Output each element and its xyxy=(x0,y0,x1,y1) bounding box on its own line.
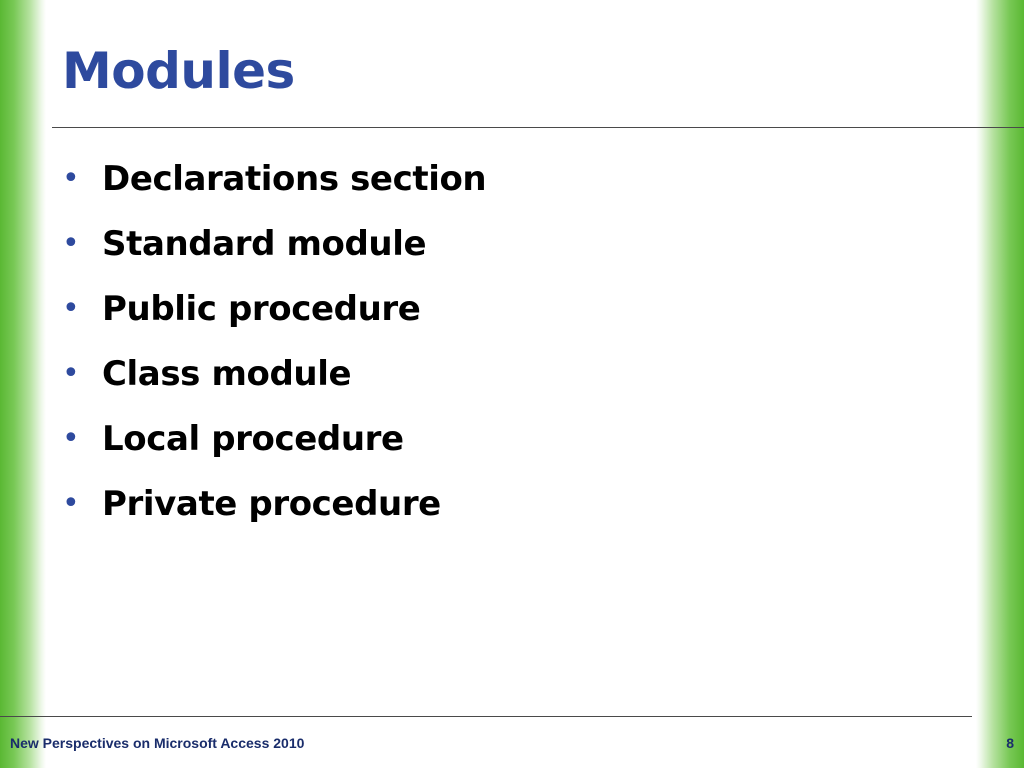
bullet-item-class-module xyxy=(60,341,486,406)
page-number: 8 xyxy=(1006,735,1014,751)
bullet-text: Standard module xyxy=(102,223,427,264)
slide-title: Modules xyxy=(62,42,295,100)
bullet-list xyxy=(60,146,486,536)
bullet-text: Declarations section xyxy=(102,158,487,199)
bullet-icon: • xyxy=(62,290,80,326)
bullet-icon: • xyxy=(62,420,80,456)
bullet-icon: • xyxy=(62,225,80,261)
left-green-band xyxy=(0,0,46,768)
bullet-text: Public procedure xyxy=(102,288,421,329)
bullet-item-private-procedure xyxy=(60,471,486,536)
title-divider xyxy=(52,127,1024,128)
bullet-text: Private procedure xyxy=(102,483,441,524)
bullet-item-declarations-section xyxy=(60,146,486,211)
bullet-text: Local procedure xyxy=(102,418,404,459)
bullet-icon: • xyxy=(62,485,80,521)
right-green-band xyxy=(976,0,1024,768)
bullet-text: Class module xyxy=(102,353,352,394)
bullet-item-public-procedure xyxy=(60,276,486,341)
bullet-icon: • xyxy=(62,160,80,196)
bullet-item-standard-module xyxy=(60,211,486,276)
bullet-icon: • xyxy=(62,355,80,391)
footer-text: New Perspectives on Microsoft Access 2010 xyxy=(10,735,305,751)
bullet-item-local-procedure xyxy=(60,406,486,471)
footer-divider xyxy=(0,716,972,717)
